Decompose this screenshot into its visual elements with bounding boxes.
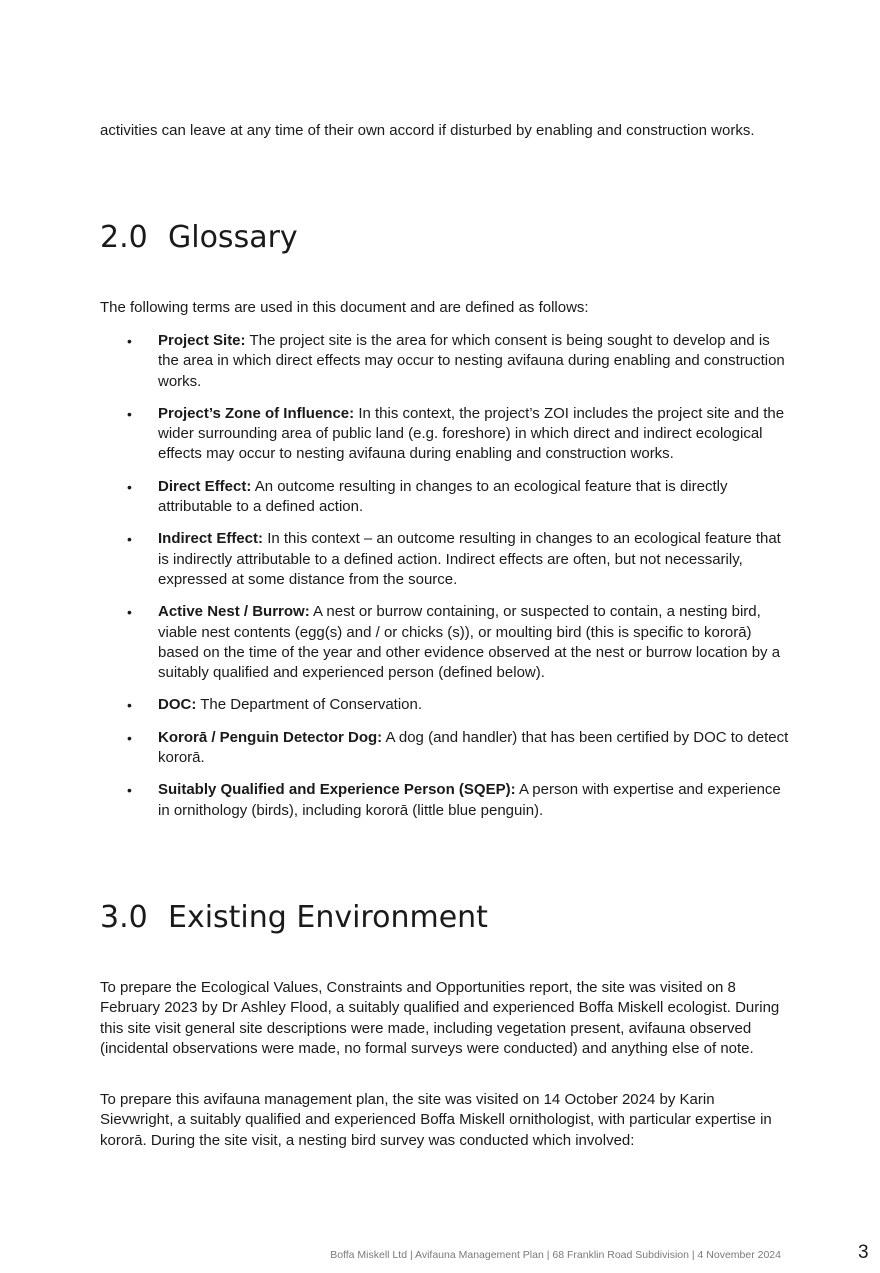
glossary-definition: In this context – an outcome resulting in changes to an ecological feature that is indirectly attributable to a defined action. Indirect effects are often, but not necessarily, expressed at some distance from the source. — [158, 530, 781, 588]
section-3-title: Existing Environment — [168, 900, 488, 935]
glossary-term: Kororā / Penguin Detector Dog: — [158, 728, 383, 746]
glossary-item-sqep — [100, 780, 790, 821]
glossary-definition: A person with expertise and experience in ornithology (birds), including kororā (little blue penguin). — [158, 781, 781, 819]
glossary-item-detector-dog — [100, 728, 790, 769]
bullet-icon: • — [127, 604, 132, 621]
bullet-icon: • — [127, 782, 132, 799]
bullet-icon: • — [127, 478, 132, 495]
bullet-icon: • — [127, 729, 132, 746]
glossary-item-zone-of-influence — [100, 404, 790, 465]
bullet-icon: • — [127, 405, 132, 422]
section-3-paragraph-1: To prepare the Ecological Values, Constraints and Opportunities report, the site was visited on 8 February 2023 by Dr Ashley Flood, a suitably qualified and experienced Boffa Miskell ecologist. During this site visit general site descriptions were made, including vegetation present, avifauna observed (incidental observations were made, no formal surveys were conducted) and anything else of note. — [100, 979, 780, 1057]
glossary-term: Active Nest / Burrow: — [158, 603, 310, 621]
bullet-icon: • — [127, 531, 132, 548]
page-footer: Boffa Miskell Ltd | Avifauna Management Plan | 68 Franklin Road Subdivision | 4 November 2024 — [330, 1249, 781, 1261]
glossary-item-indirect-effect — [100, 529, 790, 590]
glossary-term: DOC: — [158, 696, 197, 714]
section-2-number: 2.0 — [100, 220, 148, 255]
glossary-item-doc — [100, 695, 790, 715]
glossary-term: Indirect Effect: — [158, 530, 264, 548]
glossary-definition: A dog (and handler) that has been certified by DOC to detect kororā. — [158, 728, 789, 767]
section-2-heading — [100, 220, 298, 255]
glossary-definition: In this context, the project’s ZOI includes the project site and the wider surrounding area of public land (e.g. foreshore) in which direct and indirect ecological effects may occur to nesting avifauna during enabling and construction works. — [158, 404, 785, 463]
bullet-icon: • — [127, 697, 132, 714]
glossary-definition: The project site is the area for which consent is being sought to develop and is the area in which direct effects may occur to nesting avifauna during enabling and construction works. — [158, 332, 785, 390]
section-3-number: 3.0 — [100, 900, 148, 935]
glossary-definition: The Department of Conservation. — [200, 696, 423, 714]
section-3-heading — [100, 900, 488, 935]
glossary-item-active-nest — [100, 602, 790, 683]
intro-paragraph: activities can leave at any time of their own accord if disturbed by enabling and construction works. — [100, 122, 755, 139]
glossary-term: Direct Effect: — [158, 477, 252, 495]
glossary-term: Project’s Zone of Influence: — [158, 404, 355, 422]
section-3-paragraph-2: To prepare this avifauna management plan, the site was visited on 14 October 2024 by Karin Sievwright, a suitably qualified and experienced Boffa Miskell ornithologist, with particular expertise in kororā. During the site visit, a nesting bird survey was conducted which involved: — [100, 1091, 772, 1149]
glossary-term: Suitably Qualified and Experience Person (SQEP): — [158, 781, 516, 799]
section-2-title: Glossary — [168, 220, 298, 255]
page-number: 3 — [858, 1242, 869, 1263]
glossary-list — [100, 331, 790, 833]
glossary-term: Project Site: — [158, 332, 246, 349]
glossary-definition: A nest or burrow containing, or suspected to contain, a nesting bird, viable nest contents (egg(s) and / or chicks (s)), or moulting bird (this is specific to kororā) based on the time of the year and other evidence observed at the nest or burrow location by a suitably qualified and experienced person (defined below). — [158, 603, 781, 682]
glossary-definition: An outcome resulting in changes to an ecological feature that is directly attributable to a defined action. — [158, 477, 728, 516]
bullet-icon: • — [127, 333, 132, 349]
glossary-item-project-site — [100, 331, 790, 392]
glossary-lead: The following terms are used in this document and are defined as follows: — [100, 299, 589, 316]
glossary-item-direct-effect — [100, 477, 790, 518]
